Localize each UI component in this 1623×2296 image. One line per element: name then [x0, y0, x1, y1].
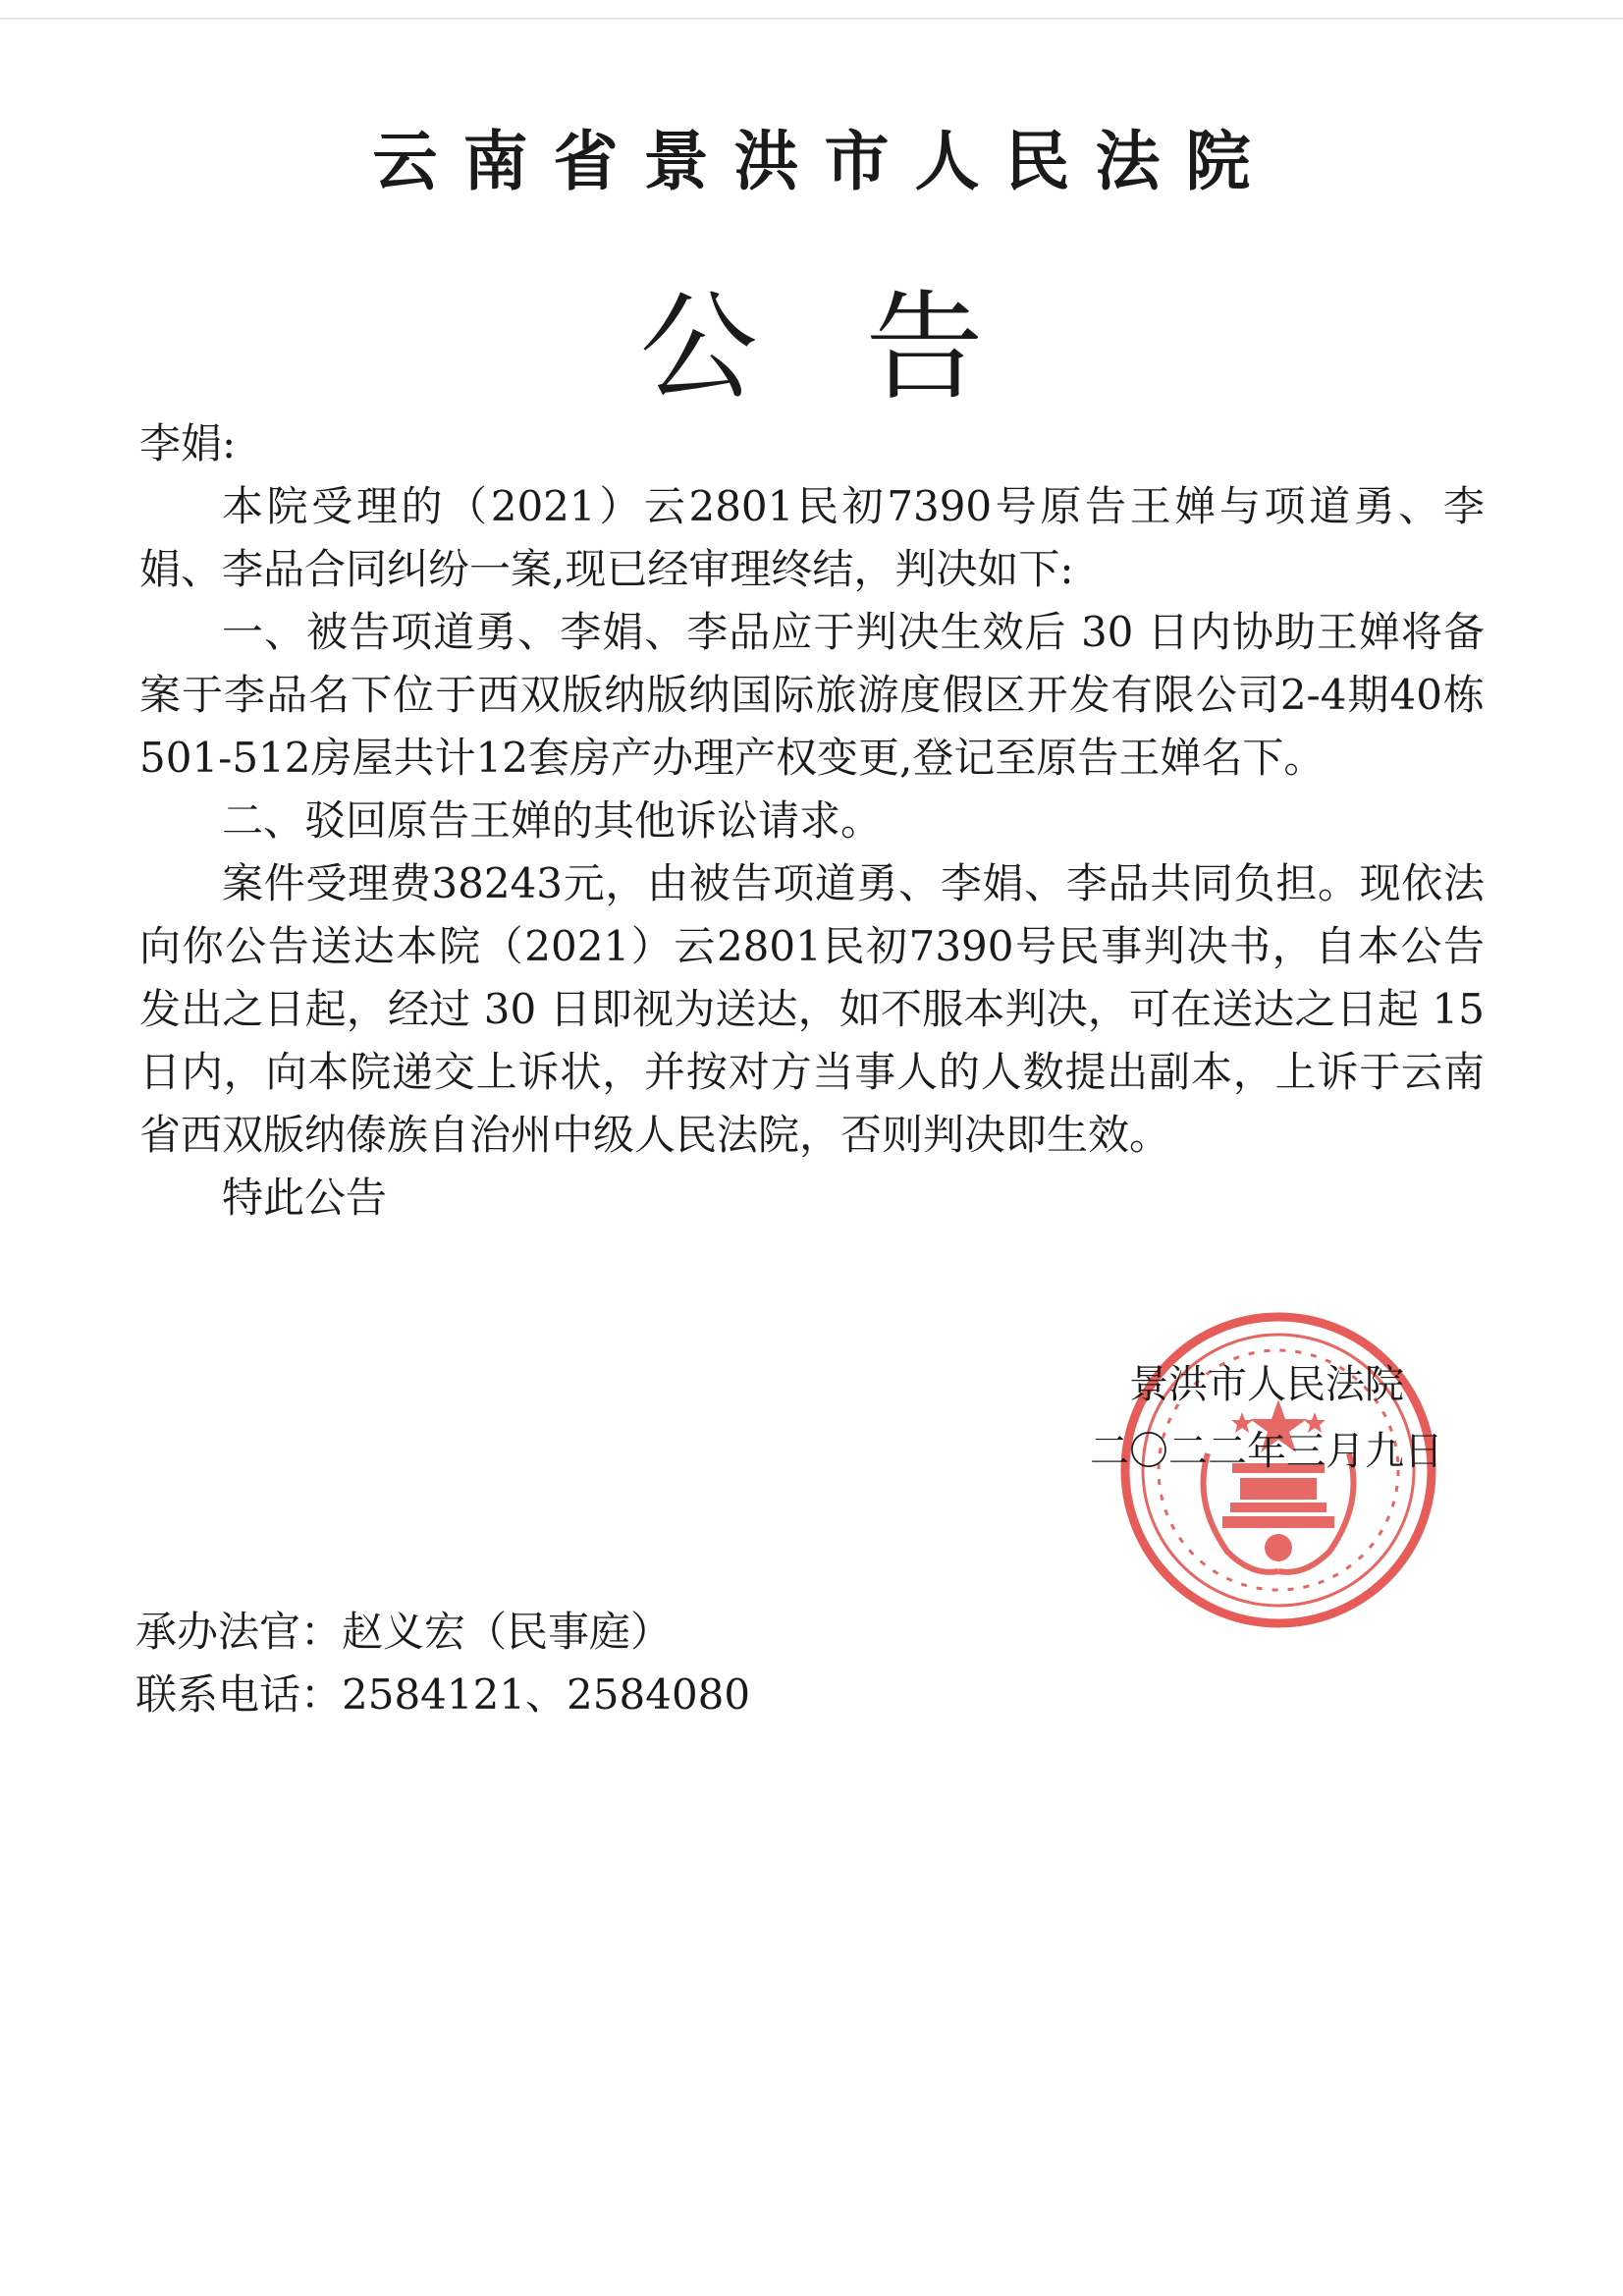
- notice-body: [139, 412, 1485, 1230]
- notice-title: 公告: [639, 280, 1092, 416]
- signature-date: 二〇二二年三月九日: [1090, 1429, 1443, 1474]
- paragraph-case-intro: 本院受理的（2021）云2801民初7390号原告王婵与项道勇、李娟、李品合同纠纷一案,现已经审理终结，判决如下:: [139, 482, 1485, 593]
- salutation: 李娟:: [139, 419, 237, 467]
- judge-in-charge: 承办法官：赵义宏（民事庭）: [135, 1608, 673, 1656]
- court-name-heading: 云南省景洪市人民法院: [372, 124, 1276, 199]
- scan-edge-line: [0, 18, 1623, 20]
- paragraph-judgment-item-1: 一、被告项道勇、李娟、李品应于判决生效后 30 日内协助王婵将备案于李品名下位于西双版纳版纳国际旅游度假区开发有限公司2-4期40栋501-512房屋共计12套房产办理产权变更,登记至原告王婵名下。: [139, 608, 1485, 782]
- paragraph-fees-and-appeal: 案件受理费38243元，由被告项道勇、李娟、李品共同负担。现依法向你公告送达本院（2021）云2801民初7390号民事判决书，自本公告发出之日起，经过 30 日即视为送达，如不服本判决，可在送达之日起 15 日内，向本院递交上诉状，并按对方当事人的人数提出副本，上诉于云南省西双版纳傣族自治州中级人民法院，否则判决即生效。: [139, 859, 1485, 1159]
- contact-phone: 联系电话：2584121、2584080: [135, 1670, 751, 1719]
- paragraph-judgment-item-2: 二、驳回原告王婵的其他诉讼请求。: [222, 796, 883, 845]
- signature-court-name: 景洪市人民法院: [1129, 1362, 1404, 1407]
- contact-footer: [135, 1601, 750, 1726]
- paragraph-closing: 特此公告: [222, 1174, 388, 1222]
